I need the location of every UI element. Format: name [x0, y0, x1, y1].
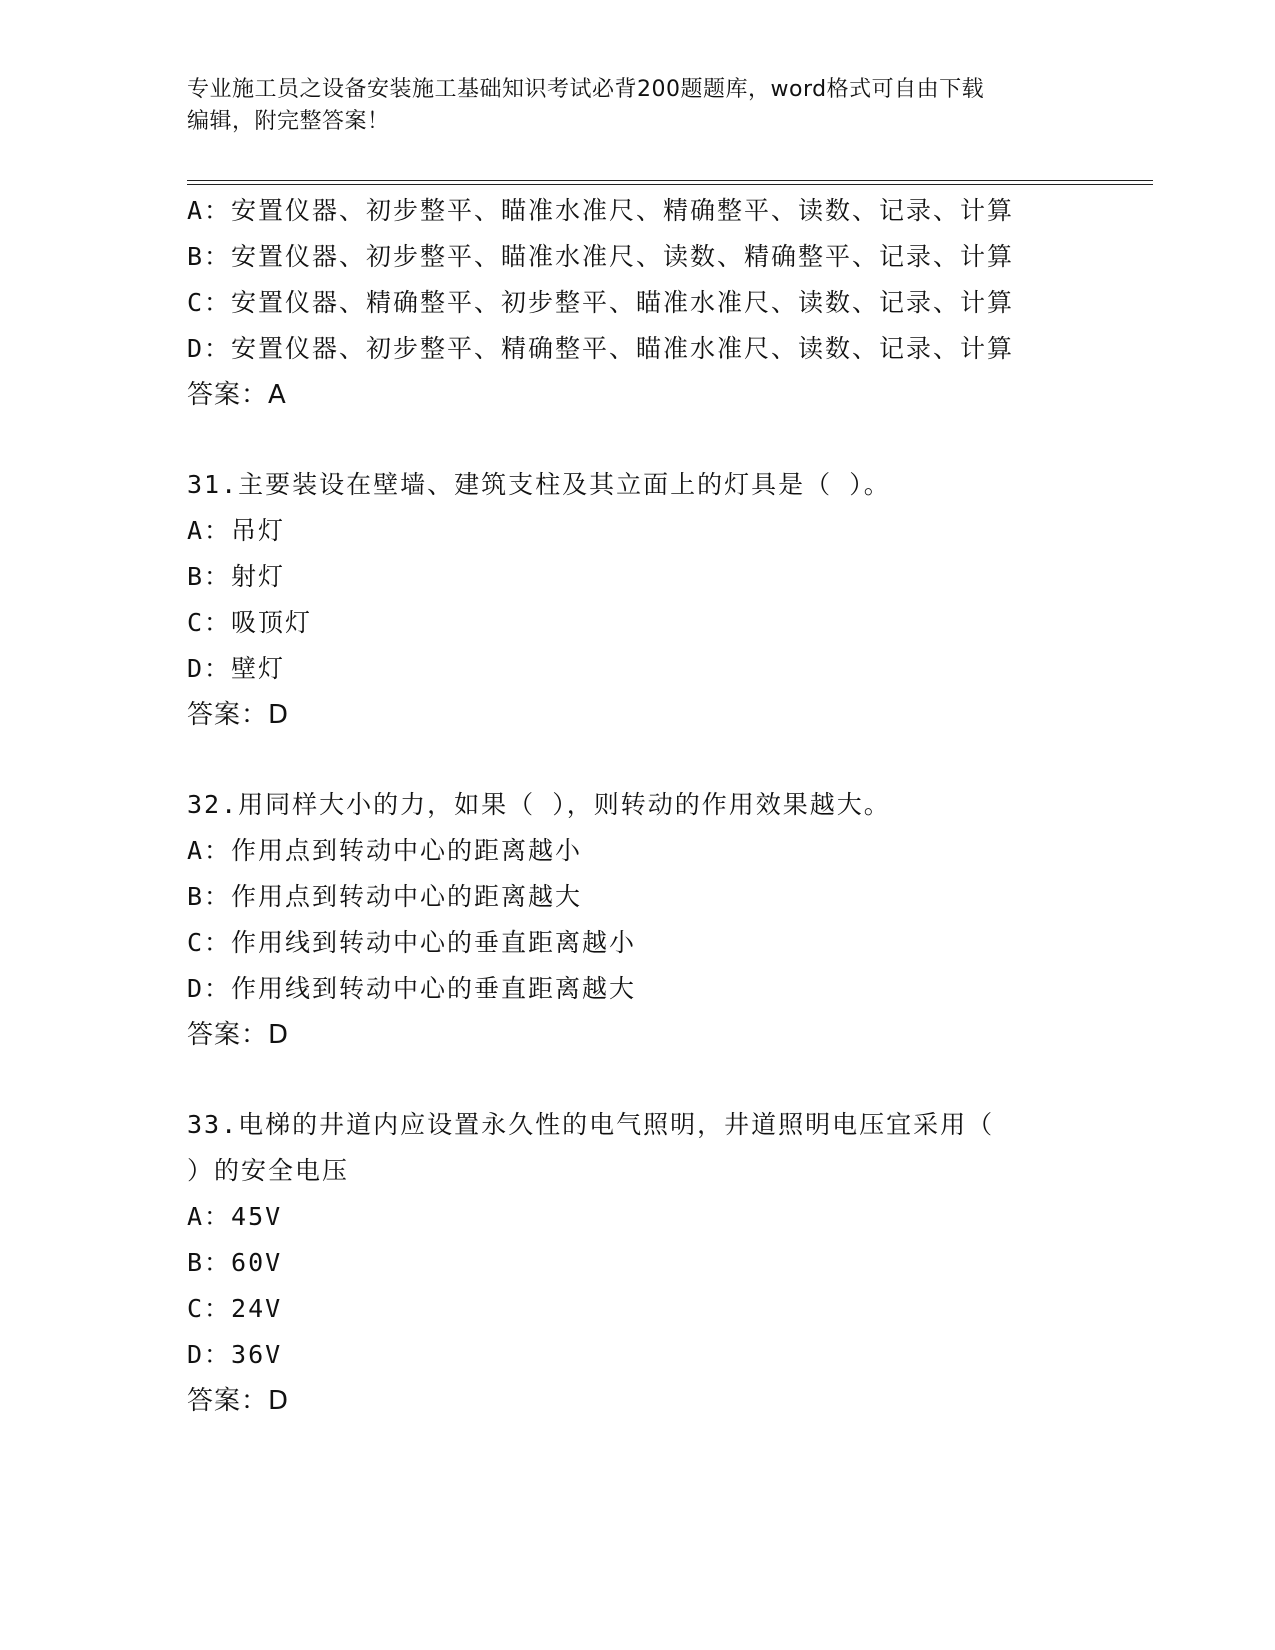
question-text: 31.主要装设在壁墙、建筑支柱及其立面上的灯具是（ ）。	[187, 470, 891, 499]
option-b: B：安置仪器、初步整平、瞄准水准尺、读数、精确整平、记录、计算	[187, 242, 1015, 271]
question-32	[187, 782, 1153, 1058]
option-a: A：45V	[187, 1202, 283, 1231]
option-b: B：作用点到转动中心的距离越大	[187, 882, 583, 911]
question-text: 32.用同样大小的力，如果（ ），则转动的作用效果越大。	[187, 790, 891, 819]
spacer	[187, 1058, 1153, 1102]
option-b: B：射灯	[187, 562, 286, 591]
option-c: C：作用线到转动中心的垂直距离越小	[187, 928, 637, 957]
option-a: A：安置仪器、初步整平、瞄准水准尺、精确整平、读数、记录、计算	[187, 196, 1015, 225]
answer: 答案：D	[187, 700, 290, 730]
option-d: D：壁灯	[187, 654, 286, 683]
option-a: A：作用点到转动中心的距离越小	[187, 836, 583, 865]
header-divider-top	[187, 180, 1153, 181]
question-text-line-1: 33.电梯的井道内应设置永久性的电气照明，井道照明电压宜采用（	[187, 1110, 995, 1139]
spacer	[187, 418, 1153, 462]
spacer	[187, 738, 1153, 782]
option-c: C：24V	[187, 1294, 283, 1323]
question-list	[187, 188, 1153, 1424]
answer: 答案：D	[187, 1020, 290, 1050]
header-divider-bottom	[187, 184, 1153, 185]
option-a: A：吊灯	[187, 516, 286, 545]
option-b: B：60V	[187, 1248, 283, 1277]
question-33	[187, 1102, 1153, 1424]
answer: 答案：A	[187, 380, 287, 410]
header-line-2: 编辑，附完整答案！	[187, 109, 390, 134]
question-text-line-2: ）的安全电压	[187, 1156, 350, 1185]
question-30	[187, 188, 1153, 418]
document-header	[187, 74, 1087, 138]
option-c: C：吸顶灯	[187, 608, 313, 637]
option-d: D：作用线到转动中心的垂直距离越大	[187, 974, 637, 1003]
answer: 答案：D	[187, 1386, 290, 1416]
option-c: C：安置仪器、精确整平、初步整平、瞄准水准尺、读数、记录、计算	[187, 288, 1015, 317]
option-d: D：安置仪器、初步整平、精确整平、瞄准水准尺、读数、记录、计算	[187, 334, 1015, 363]
option-d: D：36V	[187, 1340, 283, 1369]
question-31	[187, 462, 1153, 738]
header-line-1: 专业施工员之设备安装施工基础知识考试必背200题题库，word格式可自由下载	[187, 77, 985, 102]
